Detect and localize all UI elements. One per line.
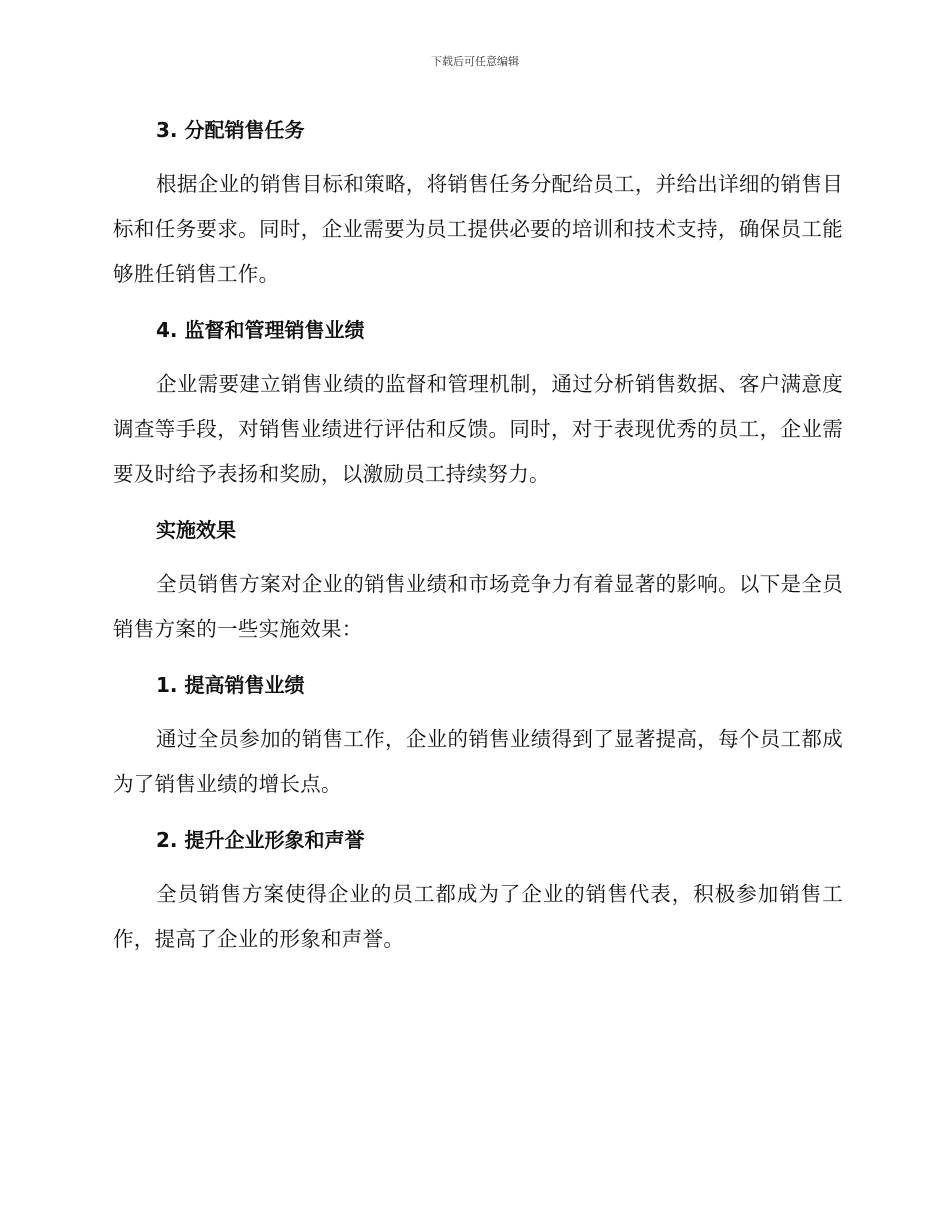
paragraph-effects: 全员销售方案对企业的销售业绩和市场竞争力有着显著的影响。以下是全员销售方案的一些实施效果： (113, 572, 843, 641)
document-body (113, 110, 843, 962)
section-heading-improve-performance: 1. 提高销售业绩 (156, 673, 305, 697)
paragraph-assign-tasks: 根据企业的销售目标和策略，将销售任务分配给员工，并给出详细的销售目标和任务要求。同时，企业需要为员工提供必要的培训和技术支持，确保员工能够胜任销售工作。 (113, 172, 843, 286)
page-header-note: 下载后可任意编辑 (431, 55, 519, 68)
paragraph-supervise-performance: 企业需要建立销售业绩的监督和管理机制，通过分析销售数据、客户满意度调查等手段，对销售业绩进行评估和反馈。同时，对于表现优秀的员工，企业需要及时给予表扬和奖励，以激励员工持续努力。 (113, 372, 843, 486)
section-heading-brand-image: 2. 提升企业形象和声誉 (156, 828, 365, 852)
paragraph-brand-image: 全员销售方案使得企业的员工都成为了企业的销售代表，积极参加销售工作，提高了企业的形象和声誉。 (113, 882, 843, 951)
section-heading-assign-tasks: 3. 分配销售任务 (156, 118, 305, 142)
paragraph-improve-performance: 通过全员参加的销售工作，企业的销售业绩得到了显著提高，每个员工都成为了销售业绩的增长点。 (113, 727, 843, 796)
section-heading-effects: 实施效果 (156, 518, 236, 542)
section-heading-supervise-performance: 4. 监督和管理销售业绩 (156, 318, 365, 342)
